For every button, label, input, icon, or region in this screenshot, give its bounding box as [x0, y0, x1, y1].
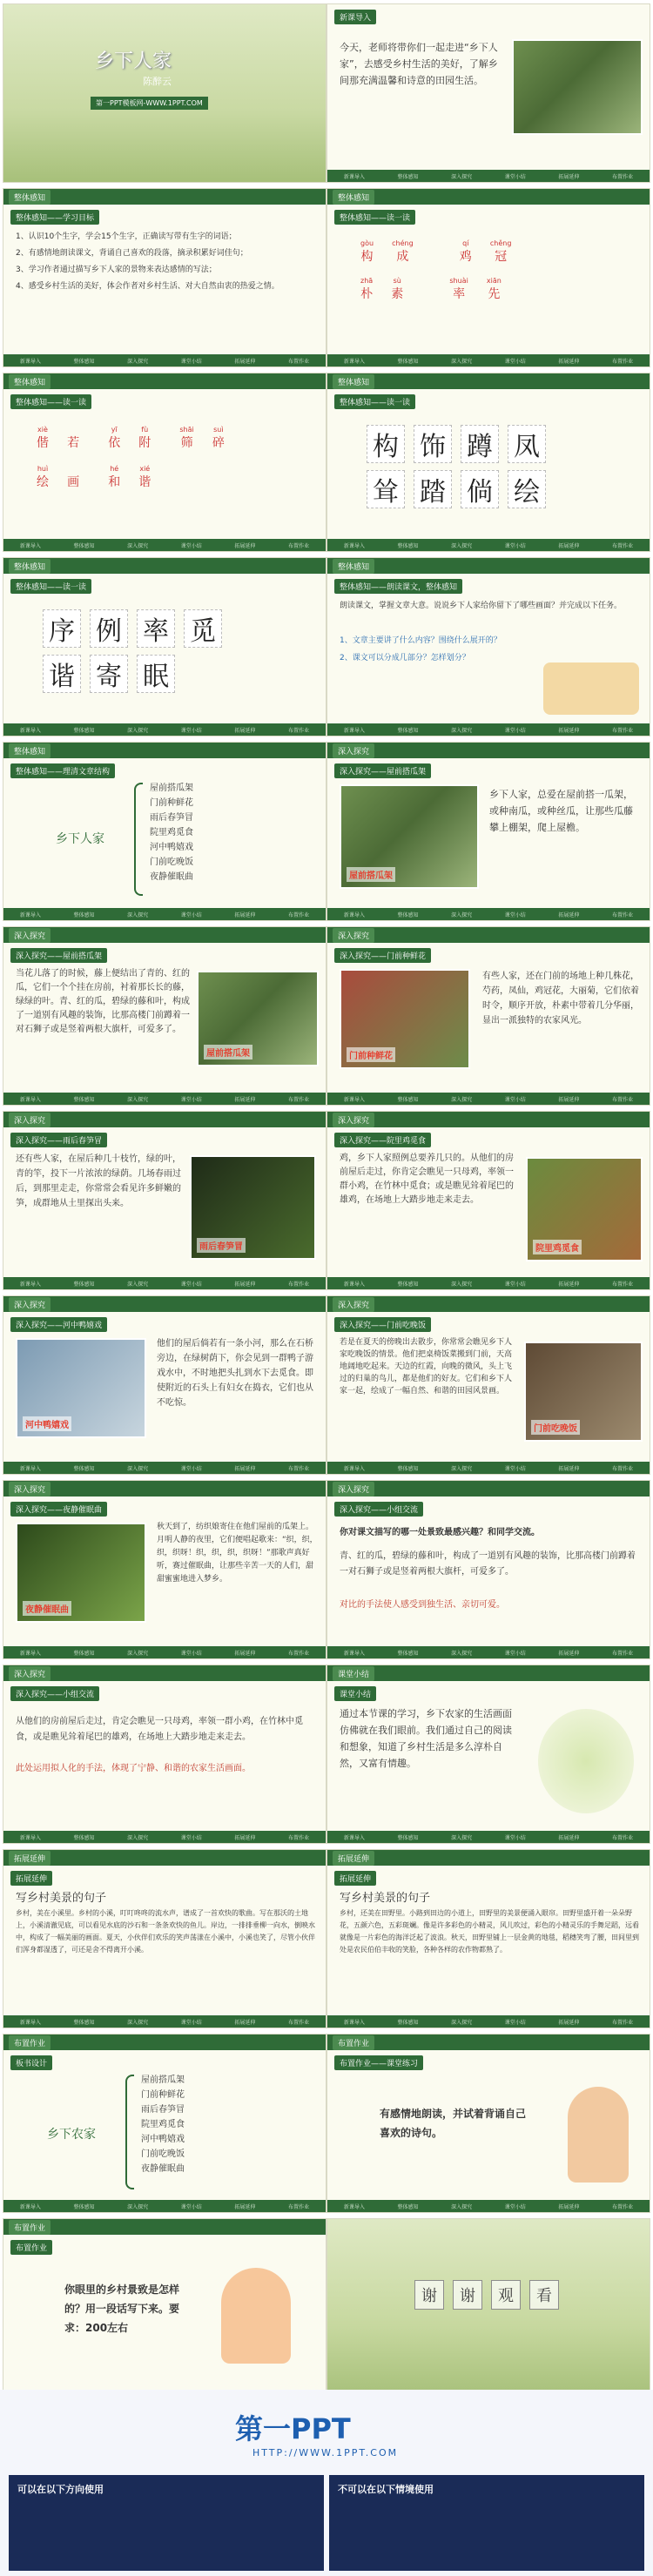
cuimianqu-text: 秋天到了，纺织娘寄住在他们屋前的瓜架上。月明人静的夜里，它们便唱起歌来：“织，织，织，织呀！织，织，织，织呀！”那歌声真好听，赛过催眠曲，让那些辛苦一天的人们，甜甜蜜蜜地进入梦乡。 [157, 1523, 318, 1584]
slide-tag: 板书设计 [10, 2055, 52, 2070]
extend-title: 写乡村美景的句子 [16, 1892, 107, 1905]
slide-tag: 整体感知——读一读 [334, 210, 415, 225]
slide-tag: 深入探究——夜静催眠曲 [10, 1502, 107, 1517]
slide-tag: 布置作业——课堂练习 [334, 2055, 423, 2070]
guajia2-photo: 屋前搭瓜架 [197, 971, 319, 1066]
slide-cuimianqu: 深入探究 深入探究——夜静催眠曲 夜静催眠曲 秋天到了，纺织娘寄住在他们屋前的瓜架上。月明人静的夜里，它们便唱起歌来：“织，织，织，织呀！织，织，织，织呀！”那歌声真好听，赛过催眠曲，让那些辛苦一天的人们，甜甜蜜蜜地进入梦乡。 新课导入 整体感知 深入探究 课堂小结 拓展延伸 布置作业 [3, 1480, 326, 1659]
slide-jimishi: 深入探究 深入探究——院里鸡觅食 鸡，乡下人家照例总要养几只的。从他们的房前屋后走过，你肯定会瞧见一只母鸡，率领一群小鸡，在竹林中觅食；或是瞧见耸着尾巴的雄鸡，在场地上大踏步地走来走去。 院里鸡觅食 新课导入 整体感知 深入探究 课堂小结 拓展延伸 布置作业 [326, 1111, 650, 1290]
slide-extend-2: 拓展延伸 拓展延伸 写乡村美景的句子 乡村，还美在田野里。小路到田边的小道上，田野里的美景便涌入眼帘。田野里盛开着一朵朵野花，五颜六色，五彩斑斓。像是许多彩色的小精灵，风儿吹过，彩色的小精灵乐的手舞足蹈，远看就像是一片彩色的海洋泛起了波浪。秋天，田野里铺上一层金黄的地毯，稻穗笑弯了腰，田间里到处是农民伯伯丰收的笑脸，各种各样的农作物都熟了。 新课导入 整体感知 深入探究 课堂小结 拓展延伸 布置作业 [326, 1849, 650, 2028]
slide-tag: 深入探究——门前吃晚饭 [334, 1317, 431, 1332]
discussion-text: 青、红的瓜，碧绿的藤和叶，构成了一道别有风趣的装饰，比那高楼门前蹲着一对石狮子或是竖着两根大旗杆，可爱多了。 [340, 1551, 636, 1577]
slide-read-1: 整体感知 整体感知——读一读 gòu 构 chéng 成 qí 鸡 chěng 冠 zhā 朴 sù 素 shuài 率 xiān 先 新课导入 整体感知 深入探究 课堂小结 拓展延伸 布置作业 [326, 188, 650, 367]
guajia2-text: 当花儿落了的时候，藤上便结出了青的、红的瓜，它们一个个挂在房前，衬着那长长的藤，绿绿的叶。青、红的瓜，碧绿的藤和叶，构成了一道别有风趣的装饰，比那高楼门前蹲着一对石狮子或是竖着两根大旗杆，可爱多了。 [16, 969, 190, 1034]
slide-discussion-2: 深入探究 深入探究——小组交流 从他们的房前屋后走过，肯定会瞧见一只母鸡，率领一群小鸡，在竹林中觅食，或是瞧见耸着尾巴的雄鸡，在场地上大踏步地走来走去。 此处运用拟人化的手法，体现了宁静、和谐的农家生活画面。 新课导入 整体感知 深入探究 课堂小结 拓展延伸 布置作业 [3, 1665, 326, 1844]
slide-tag: 整体感知——读一读 [10, 394, 91, 409]
slide-read-4: 整体感知 整体感知——读一读 序 例 率 觅 谐 寄 眠 新课导入 整体感知 深入探究 课堂小结 拓展延伸 布置作业 [3, 557, 326, 736]
summary-text: 通过本节课的学习，乡下农家的生活画面仿佛就在我们眼前。我们通过自己的阅读和想象，知道了乡村生活是多么淳朴自然，又富有情趣。 [340, 1708, 512, 1769]
slide-tag: 深入探究——小组交流 [334, 1502, 423, 1517]
structure-brace [134, 783, 143, 896]
jimishi-text: 鸡，乡下人家照例总要养几只的。从他们的房前屋后走过，你肯定会瞧见一只母鸡，率领一群小鸡，在竹林中觅食；或是瞧见耸着尾巴的雄鸡，在场地上大踏步地走来走去。 [340, 1153, 514, 1205]
overview-q2: 2、课文可以分成几部分？怎样划分？ [340, 654, 470, 662]
overview-intro: 朗读课文，掌握文章大意。说说乡下人家给你留下了哪些画面？并完成以下任务。 [340, 602, 623, 610]
title-text: 乡下人家 [95, 50, 172, 72]
board-brace [125, 2075, 134, 2189]
slide-tag: 深入探究——小组交流 [10, 1686, 99, 1701]
intro-photo [512, 39, 643, 135]
slide-tag: 深入探究——屋前搭瓜架 [10, 948, 107, 963]
discussion2-text: 从他们的房前屋后走过，肯定会瞧见一只母鸡，率领一群小鸡，在竹林中觅食，或是瞧见耸着尾巴的雄鸡，在场地上大踏步地走来走去。 [16, 1717, 303, 1742]
ad-footer [0, 2390, 653, 2576]
slide-tag: 深入探究——门前种鲜花 [334, 948, 431, 963]
students-illustration [543, 662, 639, 715]
slide-guajia-1: 深入探究 深入探究——屋前搭瓜架 屋前搭瓜架 乡下人家，总爱在屋前搭一瓜架，或种南瓜，或种丝瓜，让那些瓜藤攀上棚架，爬上屋檐。 新课导入 整体感知 深入探究 课堂小结 拓展延伸 布置作业 [326, 742, 650, 921]
pinyin-grid: gòu 构 chéng 成 qí 鸡 chěng 冠 zhā 朴 sù 素 shuài 率 xiān 先 [360, 239, 512, 301]
goals-list: 1、认识10个生字，学会15个生字，正确读写带有生字的词语； 2、有感情地朗读课文，背诵自己喜欢的段落，摘录积累好词佳句； 3、学习作者通过描写乡下人家的景物来表达感情的写法； 4、感受乡村生活的美好，体会作者对乡村生活、对大自然由衷的热爱之情。 [16, 232, 279, 291]
discussion-note: 对比的手法使人感受到独生活、亲切可爱。 [340, 1600, 505, 1610]
vine-illustration [538, 1709, 634, 1813]
char-grid: 构 饰 蹲 凤 耸 踏 倘 绘 [362, 421, 623, 512]
slide-tag: 深入探究——屋前搭瓜架 [334, 763, 431, 778]
slide-read-2: 整体感知 整体感知——读一读 xiè 偕 若 yī 依 fù 附 shāi 筛 suì 碎 huì 绘 画 hé 和 xié 谐 新课导入 整体感知 深入探究 课堂小结 拓展延伸 布置作业 [3, 373, 326, 552]
banner: 第一PPT模板网-WWW.1PPT.COM [91, 97, 208, 110]
structure-list: 屋前搭瓜架 门前种鲜花 雨后春笋冒 院里鸡觅食 河中鸭嬉戏 门前吃晚饭 夜静催眠曲 [150, 784, 193, 882]
slide-chunsun: 深入探究 深入探究——雨后春笋冒 还有些人家，在屋后种几十枝竹，绿的叶，青的竿，投下一片浓浓的绿荫。几场春雨过后，到那里走走，你常常会看见许多鲜嫩的笋，成群地从土里探出头来。 雨后春笋冒 新课导入 整体感知 深入探究 课堂小结 拓展延伸 布置作业 [3, 1111, 326, 1290]
yaxixi-photo: 河中鸭嬉戏 [16, 1338, 146, 1438]
slide-xianhua: 深入探究 深入探究——门前种鲜花 门前种鲜花 有些人家，还在门前的场地上种几株花，芍药，凤仙，鸡冠花，大丽菊，它们依着时令，顺序开放，朴素中带着几分华丽，显出一派独特的农家风光。 新课导入 整体感知 深入探究 课堂小结 拓展延伸 布置作业 [326, 926, 650, 1106]
chunsun-photo: 雨后春笋冒 [190, 1155, 316, 1260]
slide-tag: 整体感知——读一读 [10, 579, 91, 594]
slide-tag: 深入探究——河中鸭嬉戏 [10, 1317, 107, 1332]
slide-summary: 课堂小结 课堂小结 通过本节课的学习，乡下农家的生活画面仿佛就在我们眼前。我们通过自己的阅读和想象，知道了乡村生活是多么淳朴自然，又富有情趣。 新课导入 整体感知 深入探究 课堂小结 拓展延伸 布置作业 [326, 1665, 650, 1844]
board-list: 屋前搭瓜架 门前种鲜花 雨后春笋冒 院里鸡觅食 河中鸭嬉戏 门前吃晚饭 夜静催眠曲 [141, 2075, 185, 2174]
slide-discussion-1: 深入探究 深入探究——小组交流 你对课文描写的哪一处景致最感兴趣？和同学交流。 青、红的瓜，碧绿的藤和叶，构成了一道别有风趣的装饰，比那高楼门前蹲着一对石狮子或是竖着两根大旗杆，可爱多了。 对比的手法使人感受到独生活、亲切可爱。 新课导入 整体感知 深入探究 课堂小结 拓展延伸 布置作业 [326, 1480, 650, 1659]
slide-board: 布置作业 板书设计 乡下农家 屋前搭瓜架 门前种鲜花 雨后春笋冒 院里鸡觅食 河中鸭嬉戏 门前吃晚饭 夜静催眠曲 新课导入 整体感知 深入探究 课堂小结 拓展延伸 布置作业 [3, 2034, 326, 2213]
slide-tag: 整体感知——理清文章结构 [10, 763, 115, 778]
overview-q1: 1、文章主要讲了什么内容？围绕什么展开的？ [340, 636, 502, 645]
jimishi-photo: 院里鸡觅食 [526, 1157, 643, 1261]
slide-structure: 整体感知 整体感知——理清文章结构 乡下人家 屋前搭瓜架 门前种鲜花 雨后春笋冒 院里鸡觅食 河中鸭嬉戏 门前吃晚饭 夜静催眠曲 新课导入 整体感知 深入探究 课堂小结 拓展延伸 布置作业 [3, 742, 326, 921]
cuimianqu-photo: 夜静催眠曲 [16, 1523, 146, 1623]
slide-read-3: 整体感知 整体感知——读一读 构 饰 蹲 凤 耸 踏 倘 绘 新课导入 整体感知 深入探究 课堂小结 拓展延伸 布置作业 [326, 373, 650, 552]
slide-thanks [326, 2218, 650, 2398]
xianhua-text: 有些人家，还在门前的场地上种几株花，芍药，凤仙，鸡冠花，大丽菊，它们依着时令，顺序开放，朴素中带着几分华丽，显出一派独特的农家风光。 [482, 972, 639, 1026]
slide-wanfan: 深入探究 深入探究——门前吃晚饭 若是在夏天的傍晚出去散步，你常常会瞧见乡下人家吃晚饭的情景。他们把桌椅饭菜搬到门前，天高地阔地吃起来。天边的红霞，向晚的微风，头上飞过的归巢的鸟儿，都是他们的好友。它们和乡下人家一起，绘成了一幅自然、和谐的田园风景画。 门前吃晚饭 新课导入 整体感知 深入探究 课堂小结 拓展延伸 布置作业 [326, 1295, 650, 1475]
structure-center: 乡下人家 [56, 832, 104, 846]
extend2-title: 写乡村美景的句子 [340, 1892, 431, 1905]
homework-text: 你眼里的乡村景致是怎样的？用一段话写下来。要求：200左右 [64, 2283, 180, 2334]
author-text: 陈醉云 [143, 76, 172, 87]
extend2-text: 乡村，还美在田野里。小路到田边的小道上，田野里的美景便涌入眼帘。田野里盛开着一朵朵野花，五颜六色，五彩斑斓。像是许多彩色的小精灵，风儿吹过，彩色的小精灵乐的手舞足蹈，远看就像是一片彩色的海洋泛起了波浪。秋天，田野里铺上一层金黄的地毯，稻穗笑弯了腰，田间里到处是农民伯伯丰收的笑脸，各种各样的农作物都熟了。 [340, 1909, 639, 1954]
ad-brand: 第一PPT [235, 2412, 351, 2445]
discussion2-note: 此处运用拟人化的手法，体现了宁静、和谐的农家生活画面。 [16, 1764, 251, 1773]
boy-illustration [221, 2268, 291, 2364]
slide-overview: 整体感知 整体感知——朗读课文，整体感知 朗读课文，掌握文章大意。说说乡下人家给你留下了哪些画面？并完成以下任务。 1、文章主要讲了什么内容？围绕什么展开的？ 2、课文可以分成几部分？怎样划分？ 新课导入 整体感知 深入探究 课堂小结 拓展延伸 布置作业 [326, 557, 650, 736]
slide-tag: 布置作业 [10, 2240, 52, 2255]
yaxixi-text: 他们的屋后倘若有一条小河，那么在石桥旁边，在绿树荫下，你会见到一群鸭子游戏水中，不时地把头扎到水下去觅食。即使附近的石头上有妇女在捣衣，它们也从不吃惊。 [157, 1339, 313, 1408]
slide-guajia-2: 深入探究 深入探究——屋前搭瓜架 当花儿落了的时候，藤上便结出了青的、红的瓜，它们一个个挂在房前，衬着那长长的藤，绿绿的叶。青、红的瓜，碧绿的藤和叶，构成了一道别有风趣的装饰，比那高楼门前蹲着一对石狮子或是竖着两根大旗杆，可爱多了。 屋前搭瓜架 新课导入 整体感知 深入探究 课堂小结 拓展延伸 布置作业 [3, 926, 326, 1106]
xianhua-photo: 门前种鲜花 [340, 969, 470, 1069]
slide-tag: 整体感知——读一读 [334, 394, 415, 409]
guajia-photo: 屋前搭瓜架 [340, 784, 479, 889]
slide-tag: 拓展延伸 [10, 1871, 52, 1886]
discussion-question: 你对课文描写的哪一处景致最感兴趣？和同学交流。 [340, 1528, 540, 1537]
slide-practice: 布置作业 布置作业——课堂练习 有感情地朗读，并试着背诵自己喜欢的诗句。 新课导入 整体感知 深入探究 课堂小结 拓展延伸 布置作业 [326, 2034, 650, 2213]
slide-yaxixi: 深入探究 深入探究——河中鸭嬉戏 河中鸭嬉戏 他们的屋后倘若有一条小河，那么在石桥旁边，在绿树荫下，你会见到一群鸭子游戏水中，不时地把头扎到水下去觅食。即使附近的石头上有妇女在捣衣，它们也从不吃惊。 新课导入 整体感知 深入探究 课堂小结 拓展延伸 布置作业 [3, 1295, 326, 1475]
ad-left-title: 可以在以下方向使用 [17, 2484, 104, 2495]
slide-footer: 新课导入 整体感知 深入探究 课堂小结 拓展延伸 布置作业 [327, 170, 650, 182]
extend-text: 乡村，美在小溪里。乡村的小溪，叮叮咚咚的流水声，谱成了一首欢快的歌曲。写在那沃的土地上，小溪清澈见底，可以看见水底的沙石和一条条欢快的鱼儿。岸边，一排排垂柳一向水，倒映水中，构成了一幅美丽的画面。夏天，小伙伴们欢乐的笑声荡漾在小溪中，小溪也笑了，尽管小伙伴们浑身都湿透了，可还是舍不得离开小溪。 [16, 1909, 315, 1954]
wanfan-text: 若是在夏天的傍晚出去散步，你常常会瞧见乡下人家吃晚饭的情景。他们把桌椅饭菜搬到门前，天高地阔地吃起来。天边的红霞，向晚的微风，头上飞过的归巢的鸟儿，都是他们的好友。它们和乡下人家一起，绘成了一幅自然、和谐的田园风景画。 [340, 1338, 513, 1396]
wanfan-photo: 门前吃晚饭 [524, 1342, 643, 1442]
ad-right-title: 不可以在以下情境使用 [338, 2484, 434, 2495]
guajia-text: 乡下人家，总爱在屋前搭一瓜架，或种南瓜，或种丝瓜，让那些瓜藤攀上棚架，爬上屋檐。 [489, 789, 633, 833]
char-grid: 序 例 率 觅 谐 寄 眠 [38, 606, 300, 696]
slide-tag: 新课导入 [334, 10, 376, 24]
ad-panel-right [329, 2475, 644, 2571]
chunsun-text: 还有些人家，在屋后种几十枝竹，绿的叶，青的竿，投下一片浓浓的绿荫。几场春雨过后，到那里走走，你常常会看见许多鲜嫩的笋，成群地从土里探出头来。 [16, 1154, 181, 1208]
slide-tag: 整体感知——学习目标 [10, 210, 99, 225]
practice-text: 有感情地朗读，并试着背诵自己喜欢的诗句。 [380, 2108, 527, 2139]
ad-panel [9, 2475, 324, 2571]
slide-tag: 课堂小结 [334, 1686, 376, 1701]
slide-tag: 整体感知——朗读课文，整体感知 [334, 579, 462, 594]
slide-tag: 深入探究——院里鸡觅食 [334, 1133, 431, 1147]
board-center: 乡下农家 [47, 2128, 96, 2142]
slide-title [3, 3, 326, 183]
slide-homework: 布置作业 布置作业 你眼里的乡村景致是怎样的？用一段话写下来。要求：200左右 [3, 2218, 326, 2398]
slide-tag: 拓展延伸 [334, 1871, 376, 1886]
pinyin-grid: xiè 偕 若 yī 依 fù 附 shāi 筛 suì 碎 huì 绘 画 hé 和 xié 谐 [37, 426, 225, 489]
ad-url: HTTP://WWW.1PPT.COM [252, 2447, 399, 2458]
slide-tag: 深入探究——雨后春笋冒 [10, 1133, 107, 1147]
slide-goals: 整体感知 整体感知——学习目标 1、认识10个生字，学会15个生字，正确读写带有生字的词语； 2、有感情地朗读课文，背诵自己喜欢的段落，摘录积累好词佳句； 3、学习作者通过描写乡下人家的景物来表达感情的写法； 4、感受乡村生活的美好，体会作者对乡村生活、对大自然由衷的热爱之情。 新课导入 整体感知 深入探究 课堂小结 拓展延伸 布置作业 [3, 188, 326, 367]
slide-intro [326, 3, 650, 183]
intro-text: 今天，老师将带你们一起走进“乡下人家”，去感受乡村生活的美好，了解乡间那充满温馨和诗意的田园生活。 [340, 42, 498, 86]
girl-illustration [568, 2087, 629, 2183]
slide-extend-1: 拓展延伸 拓展延伸 写乡村美景的句子 乡村，美在小溪里。乡村的小溪，叮叮咚咚的流水声，谱成了一首欢快的歌曲。写在那沃的土地上，小溪清澈见底，可以看见水底的沙石和一条条欢快的鱼儿。岸边，一排排垂柳一向水，倒映水中，构成了一幅美丽的画面。夏天，小伙伴们欢乐的笑声荡漾在小溪中，小溪也笑了，尽管小伙伴们浑身都湿透了，可还是舍不得离开小溪。 新课导入 整体感知 深入探究 课堂小结 拓展延伸 布置作业 [3, 1849, 326, 2028]
thanks-chars: 谢 谢 观 看 [414, 2280, 559, 2310]
